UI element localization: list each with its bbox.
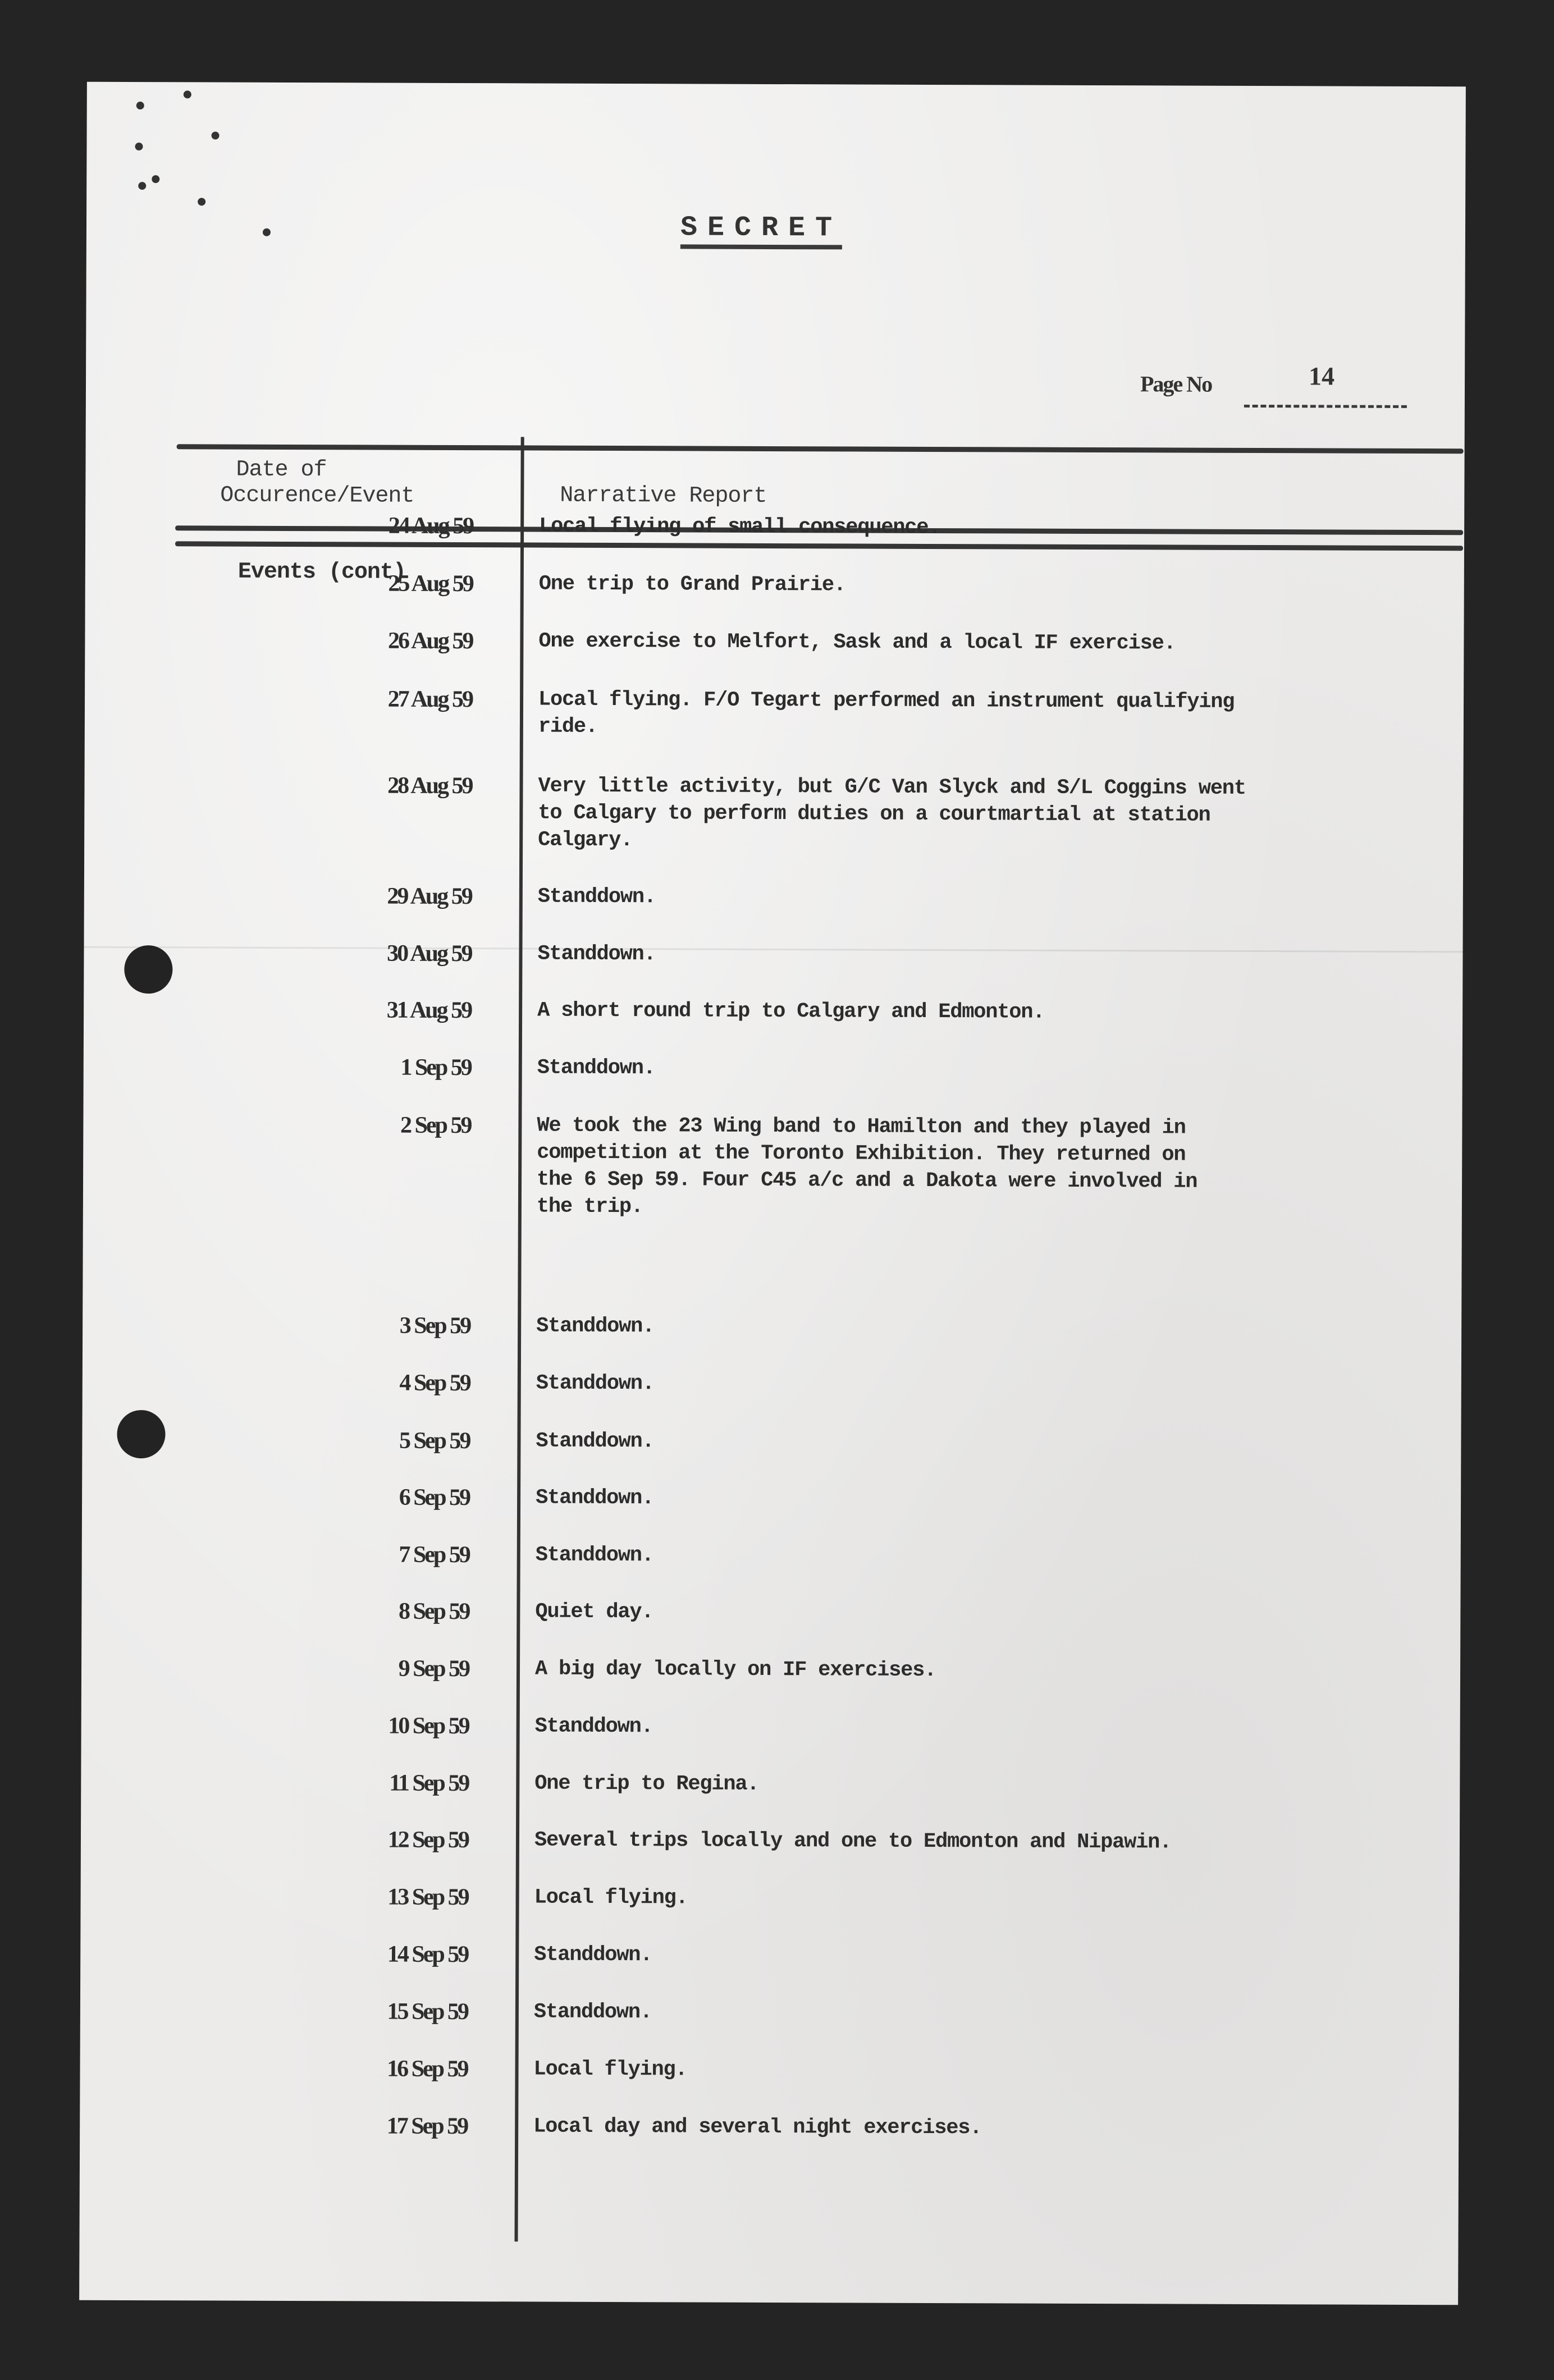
table-row	[81, 1825, 1460, 1855]
table-row	[83, 1426, 1461, 1454]
table-row	[80, 2112, 1459, 2140]
entry-narrative: Standdown.	[536, 1314, 655, 1339]
ink-speck	[136, 102, 144, 109]
entry-date: 10 Sep 59	[388, 1713, 469, 1740]
table-row	[80, 2054, 1459, 2082]
entry-date: 27 Aug 59	[387, 686, 473, 713]
classification-marking: SECRET	[680, 214, 842, 249]
entry-date: 28 Aug 59	[387, 772, 472, 799]
date-header-line-2: Occurence/Event	[220, 483, 414, 509]
table-row	[84, 882, 1463, 910]
entry-date: 8 Sep 59	[398, 1598, 469, 1625]
entry-narrative: One exercise to Melfort, Sask and a local IF exercise.	[538, 629, 1176, 656]
entry-date: 7 Sep 59	[399, 1541, 469, 1568]
table-row	[82, 1540, 1461, 1568]
ink-speck	[263, 228, 271, 236]
narrative-column-header: Narrative Report	[560, 483, 767, 509]
page-number-field	[1140, 361, 1335, 397]
entry-narrative: Local flying.	[533, 2057, 687, 2082]
entry-date: 16 Sep 59	[387, 2056, 468, 2082]
column-divider	[514, 437, 524, 2241]
entry-narrative: Standdown.	[533, 2000, 652, 2025]
table-row	[85, 771, 1464, 853]
entry-date: 14 Sep 59	[387, 1941, 468, 1968]
ink-speck	[184, 90, 191, 98]
table-row	[81, 1654, 1460, 1683]
table-top-rule	[177, 444, 1464, 454]
entry-narrative: Local flying of small consequence.	[539, 514, 940, 540]
entry-date: 13 Sep 59	[387, 1884, 468, 1911]
table-row	[83, 1311, 1461, 1339]
entry-narrative: Quiet day.	[535, 1600, 653, 1624]
table-row	[81, 1711, 1460, 1740]
entry-narrative: We took the 23 Wing band to Hamilton and they played in competition at the Toronto Exhibition. They returned on the 6 Sep 59. Four C45 a/c and a Dakota were involved in the trip.	[536, 1114, 1198, 1219]
table-row	[81, 1883, 1460, 1911]
table-row	[81, 1597, 1460, 1625]
entry-date: 5 Sep 59	[399, 1427, 470, 1454]
entry-narrative: Standdown.	[536, 1486, 654, 1511]
entry-narrative: Very little activity, but G/C Van Slyck and S/L Coggins went to Calgary to perform duties on a courtmartial at station Calgary.	[538, 774, 1246, 853]
table-row	[84, 1111, 1462, 1219]
entry-date: 11 Sep 59	[389, 1770, 469, 1797]
entry-date: 29 Aug 59	[387, 883, 472, 910]
entry-date: 4 Sep 59	[399, 1370, 470, 1397]
ink-speck	[152, 175, 159, 183]
page-number-value: 14	[1308, 361, 1335, 391]
header-rule-lower	[175, 541, 1463, 551]
table-row	[85, 511, 1464, 540]
entry-date: 30 Aug 59	[387, 940, 472, 967]
section-heading: Events (cont)	[237, 559, 406, 585]
punch-hole	[124, 945, 172, 994]
entry-date: 3 Sep 59	[399, 1312, 470, 1339]
ink-speck	[212, 131, 220, 139]
entry-narrative: Standdown.	[537, 1056, 655, 1081]
entry-narrative: Local day and several night exercises.	[533, 2114, 982, 2140]
entry-date: 12 Sep 59	[387, 1827, 469, 1853]
date-column-header	[220, 457, 490, 510]
entry-date: 25 Aug 59	[388, 570, 473, 597]
table-row	[80, 1997, 1459, 2025]
date-header-line-1: Date of	[236, 457, 327, 483]
table-row	[85, 685, 1464, 739]
entry-narrative: One trip to Regina.	[534, 1772, 759, 1796]
entry-date: 26 Aug 59	[387, 628, 473, 654]
entry-narrative: Local flying.	[534, 1885, 688, 1910]
entry-date: 17 Sep 59	[386, 2113, 468, 2140]
entry-date: 9 Sep 59	[398, 1655, 469, 1682]
entry-narrative: A big day locally on IF exercises.	[534, 1657, 936, 1683]
table-row	[84, 1053, 1462, 1081]
page-number-underline	[1244, 405, 1407, 408]
entry-narrative: One trip to Grand Prairie.	[538, 572, 845, 597]
entry-narrative: A short round trip to Calgary and Edmonton.	[537, 999, 1045, 1024]
entry-narrative: Several trips locally and one to Edmonton and Nipawin.	[534, 1828, 1172, 1855]
ink-speck	[135, 143, 143, 150]
document-page	[79, 82, 1466, 2305]
entry-narrative: Standdown.	[535, 1543, 653, 1568]
entry-date: 2 Sep 59	[400, 1112, 471, 1139]
entry-narrative: Standdown.	[534, 1943, 652, 1967]
table-row	[85, 626, 1464, 656]
entry-date: 1 Sep 59	[400, 1054, 471, 1081]
table-row	[81, 1769, 1460, 1797]
ink-speck	[198, 198, 205, 205]
entry-date: 24 Aug 59	[388, 512, 473, 539]
punch-hole	[117, 1410, 165, 1458]
table-row	[84, 996, 1462, 1024]
entry-narrative: Standdown.	[534, 1714, 653, 1739]
page-number-label: Page No	[1140, 371, 1212, 397]
entry-narrative: Standdown.	[537, 942, 656, 967]
entry-date: 6 Sep 59	[399, 1484, 470, 1511]
entry-narrative: Standdown.	[536, 1429, 654, 1454]
ink-speck	[138, 182, 146, 190]
entry-date: 15 Sep 59	[387, 1998, 468, 2025]
entry-narrative: Local flying. F/O Tegart performed an instrument qualifying ride.	[538, 688, 1235, 739]
table-row	[80, 1940, 1459, 1968]
table-row	[82, 1483, 1461, 1511]
entry-narrative: Standdown.	[536, 1371, 654, 1396]
entry-narrative: Standdown.	[537, 885, 656, 909]
entry-date: 31 Aug 59	[386, 997, 472, 1024]
table-row	[84, 939, 1463, 967]
table-row	[83, 1368, 1461, 1397]
